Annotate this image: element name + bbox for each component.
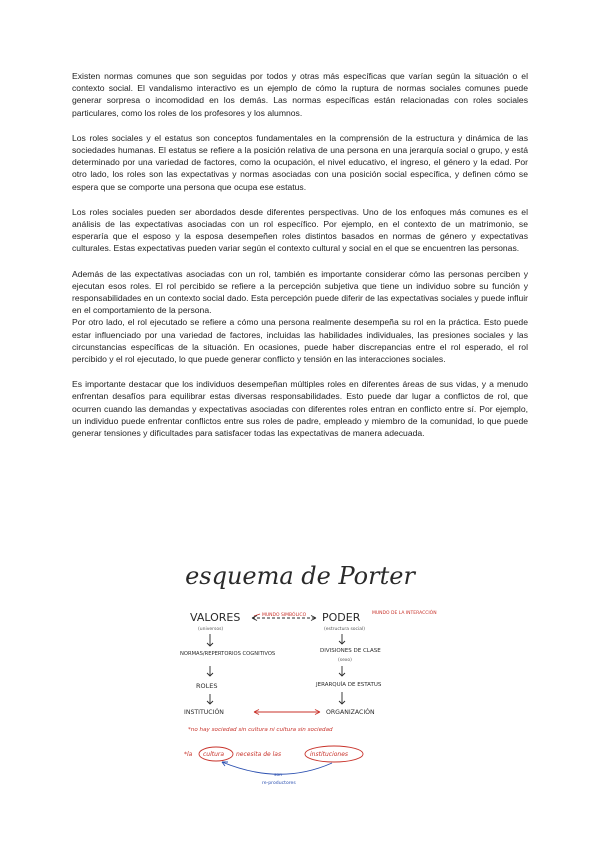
divisiones-down-arrow: [339, 666, 345, 676]
note-no-sociedad: *no hay sociedad sin cultura ni cultura sin sociedad: [188, 727, 333, 733]
normas-label: NORMAS/REPERTORIOS COGNITIVOS: [180, 651, 276, 657]
mundo-interaccion-label: MUNDO DE LA INTERACCIÓN: [372, 611, 437, 616]
cultura-word: cultura: [203, 751, 225, 758]
poder-label: PODER: [322, 611, 361, 624]
paragraph-2: Los roles sociales y el estatus son conceptos fundamentales en la comprensión de la estructura y dinámica de las sociedades humanas. El estatus se refiere a la posición relativa de una persona en una jerarquía social o grupo, y está determinado por una variedad de factores, como la ocupación, el nivel educativo, el ingreso, el género y la edad. Por otro lado, los roles son las expectativas y normas asociadas con una posición social específica, y definen cómo se espera que se comporte una persona que ocupa ese estatus.: [72, 132, 528, 192]
son-label: son: [274, 773, 283, 778]
porter-scheme-diagram: [150, 546, 450, 796]
divisiones-label: DIVISIONES DE CLASE: [320, 648, 381, 654]
cultura-line-mid: necesita de las: [236, 751, 282, 758]
document-body: [72, 70, 528, 452]
poder-down-arrow: [339, 634, 345, 644]
porter-scheme-figure: [150, 546, 450, 796]
roles-down-arrow: [207, 694, 213, 704]
jerarquia-label: JERARQUÍA DE ESTATUS: [316, 682, 382, 688]
reproductores-label: re-productores: [262, 781, 296, 786]
paragraph-5: Por otro lado, el rol ejecutado se refiere a cómo una persona realmente desempeña su rol en la práctica. Esto puede estar influenciado por una variedad de factores, incluidas las habilidades individuales, las presiones sociales y las circunstancias específicas de la situación. En ocasiones, puede haber discrepancias entre el rol esperado, el rol percibido y el rol ejecutado, lo que puede generar conflicto y tensión en las interacciones sociales.: [72, 317, 528, 365]
valores-down-arrow: [207, 634, 213, 646]
divisiones-sub: (sexo): [338, 658, 352, 663]
mundo-simbolico-label: MUNDO SIMBÓLICO: [262, 613, 307, 618]
normas-down-arrow: [207, 666, 213, 676]
valores-label: VALORES: [190, 611, 241, 624]
paragraph-3: Los roles sociales pueden ser abordados desde diferentes perspectivas. Uno de los enfoques más comunes es el análisis de las expectativas asociadas con un rol específico. Por ejemplo, en el contexto de un matrimonio, se esperaría que el esposo y la esposa desempeñen roles distintos basados en normas de género y expectativas culturales. Estas expectativas pueden variar según el contexto cultural y social en el que se encuentren las personas.: [72, 206, 528, 254]
poder-sub: (estructura social): [324, 627, 366, 632]
roles-label: ROLES: [196, 682, 218, 690]
institucion-label: INSTITUCIÓN: [184, 709, 224, 716]
instituciones-word: instituciones: [310, 751, 349, 758]
paragraph-1: Existen normas comunes que son seguidas por todos y otras más específicas que varían según la situación o el contexto social. El vandalismo interactivo es un ejemplo de cómo la ruptura de normas sociales comunes puede generar sorpresa o incomodidad en los demás. Las normas específicas están relacionadas con roles sociales particulares, como los roles de los profesores y los alumnos.: [72, 71, 528, 118]
paragraph-6: Es importante destacar que los individuos desempeñan múltiples roles en diferentes áreas de sus vidas, y a menudo enfrentan desafíos para equilibrar estas diversas responsabilidades. Esto puede dar lugar a conflictos de rol, que ocurren cuando las demandas y expectativas asociadas con diferentes roles entran en conflicto entre sí. Por ejemplo, un individuo puede enfrentar conflictos entre sus roles de padre, empleado y miembro de la comunidad, lo que puede generar tensiones y dificultades para satisfacer todas las expectativas de manera adecuada.: [72, 379, 528, 439]
valores-sub: (universos): [198, 627, 224, 632]
diagram-title: esquema de Porter: [185, 562, 415, 590]
cultura-line-prefix: *la: [184, 751, 193, 758]
organizacion-label: ORGANIZACIÓN: [326, 709, 375, 716]
jerarquia-down-arrow: [339, 692, 345, 704]
paragraph-4: Además de las expectativas asociadas con un rol, también es importante considerar cómo las personas perciben y ejecutan esos roles. El rol percibido se refiere a la percepción subjetiva que tiene un individuo sobre su función y responsabilidades en un contexto social dado. Esta percepción puede diferir de las expectativas sociales y puede influir en el comportamiento de la persona.: [72, 268, 528, 316]
